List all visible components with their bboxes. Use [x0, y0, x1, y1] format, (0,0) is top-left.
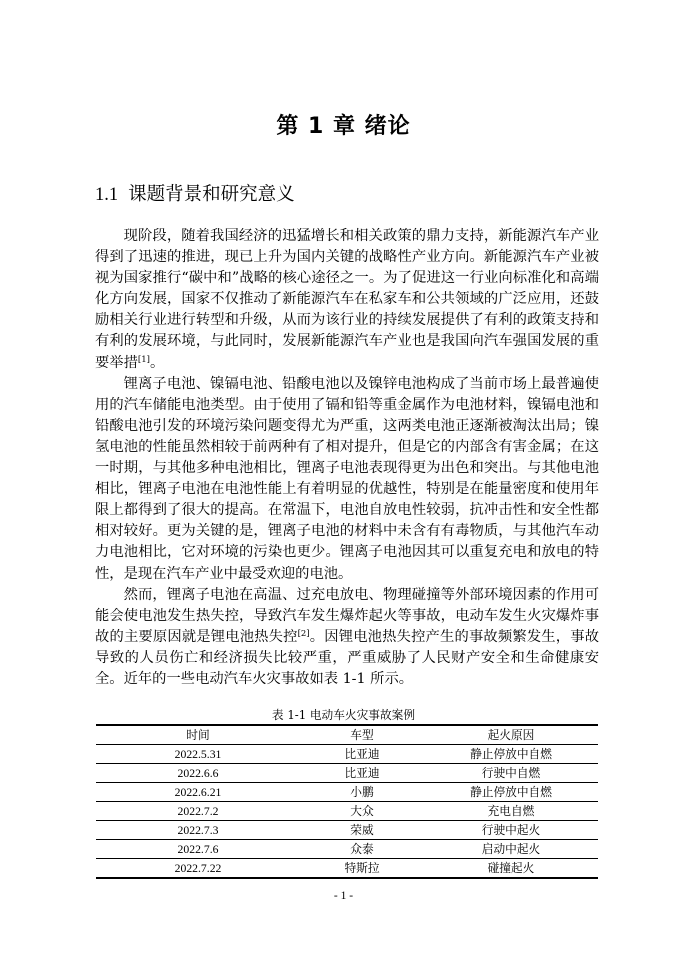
header-time: 时间 — [186, 729, 210, 742]
table-header-row — [96, 725, 598, 745]
table-row — [96, 840, 598, 859]
paragraph — [95, 585, 599, 690]
section-number: 1.1 — [95, 185, 119, 205]
section-title: 课题背景和研究意义 — [128, 184, 295, 205]
citation: [1] — [137, 354, 150, 365]
cell-cause: 充电自燃 — [487, 805, 535, 818]
table-row — [96, 821, 598, 840]
cell-time: 2022.6.21 — [174, 785, 222, 799]
cell-model: 比亚迪 — [344, 748, 380, 761]
header-model: 车型 — [350, 729, 374, 742]
cell-cause: 碰撞起火 — [487, 862, 535, 875]
cell-model: 小鹏 — [350, 786, 374, 799]
header-cause: 起火原因 — [487, 729, 535, 742]
cell-time: 2022.5.31 — [174, 747, 222, 761]
cell-cause: 静止停放中自燃 — [470, 786, 552, 799]
paragraph-text: 现阶段，随着我国经济的迅猛增长和相关政策的鼎力支持，新能源汽车产业得到了迅速的推进，现已上升为国内关键的战略性产业方向。新能源汽车产业被视为国家推行“碳中和”战略的核心途径之一。为了促进这一行业向标准化和高端化方向发展，国家不仅推动了新能源汽车在私家车和公共领域的广泛应用，还鼓励相关行业进行转型和升级，从而为该行业的持续发展提供了有利的政策支持和有利的发展环境，与此同时，发展新能源汽车产业也是我国向汽车强国发展的重要举措 — [95, 228, 599, 371]
cell-model: 比亚迪 — [344, 767, 380, 780]
table-row — [96, 764, 598, 783]
cell-cause: 行驶中起火 — [481, 824, 541, 837]
table-caption: 表 1-1 电动车火灾事故案例 — [271, 708, 416, 722]
cell-model: 特斯拉 — [344, 862, 380, 875]
paragraph — [95, 374, 599, 585]
fire-accident-table — [96, 724, 598, 879]
section-heading — [95, 183, 295, 207]
paragraph-text: 然而，锂离子电池在高温、过充电放电、物理碰撞等外部环境因素的作用可能会使电池发生热失控，导致汽车发生爆炸起火等事故，电动车发生火灾爆炸事故的主要原因就是锂电池热失控 — [95, 586, 599, 645]
cell-model: 众泰 — [350, 843, 374, 856]
table-row — [96, 783, 598, 802]
cell-cause: 启动中起火 — [481, 843, 541, 856]
paragraph-tail: 。因锂电池热失控产生的事故频繁发生，事故导致的人员伤亡和经济损失比较严重，严重威胁了人民财产安全和生命健康安全。近年的一些电动汽车火灾事故如表 1-1 所示。 — [95, 628, 600, 687]
table-row — [96, 859, 598, 879]
body-text — [95, 226, 599, 690]
paragraph-text: 锂离子电池、镍镉电池、铅酸电池以及镍锌电池构成了当前市场上最普遍使用的汽车储能电池类型。由于使用了镉和铅等重金属作为电池材料，镍镉电池和铅酸电池引发的环境污染问题变得尤为严重，这两类电池正逐渐被淘汰出局；镍氢电池的性能虽然相较于前两种有了相对提升，但是它的内部含有害金属；在这一时期，与其他多种电池相比，锂离子电池表现得更为出色和突出。与其他电池相比，锂离子电池在电池性能上有着明显的优越性，特别是在能量密度和使用年限上都得到了很大的提高。在常温下，电池自放电性较弱，抗冲击性和安全性都相对较好。更为关键的是，锂离子电池的材料中未含有有毒物质，与其他汽车动力电池相比，它对环境的污染也更少。锂离子电池因其可以重复充电和放电的特性，是现在汽车产业中最受欢迎的电池。 — [95, 375, 599, 582]
cell-time: 2022.7.3 — [177, 823, 219, 837]
cell-time: 2022.7.6 — [177, 842, 219, 856]
cell-cause: 行驶中自燃 — [481, 767, 541, 780]
paragraph-tail: 。 — [149, 354, 165, 371]
cell-model: 大众 — [350, 805, 374, 818]
citation: [2] — [297, 628, 310, 639]
page-number: - 1 - — [333, 890, 354, 902]
table-row — [96, 802, 598, 821]
cell-time: 2022.7.2 — [177, 804, 219, 818]
cell-time: 2022.7.22 — [174, 861, 222, 875]
cell-cause: 静止停放中自燃 — [470, 748, 552, 761]
table-row — [96, 745, 598, 764]
chapter-title: 第 1 章 绪论 — [276, 114, 411, 139]
paragraph — [95, 226, 599, 374]
cell-model: 荣威 — [350, 824, 374, 837]
cell-time: 2022.6.6 — [177, 766, 219, 780]
